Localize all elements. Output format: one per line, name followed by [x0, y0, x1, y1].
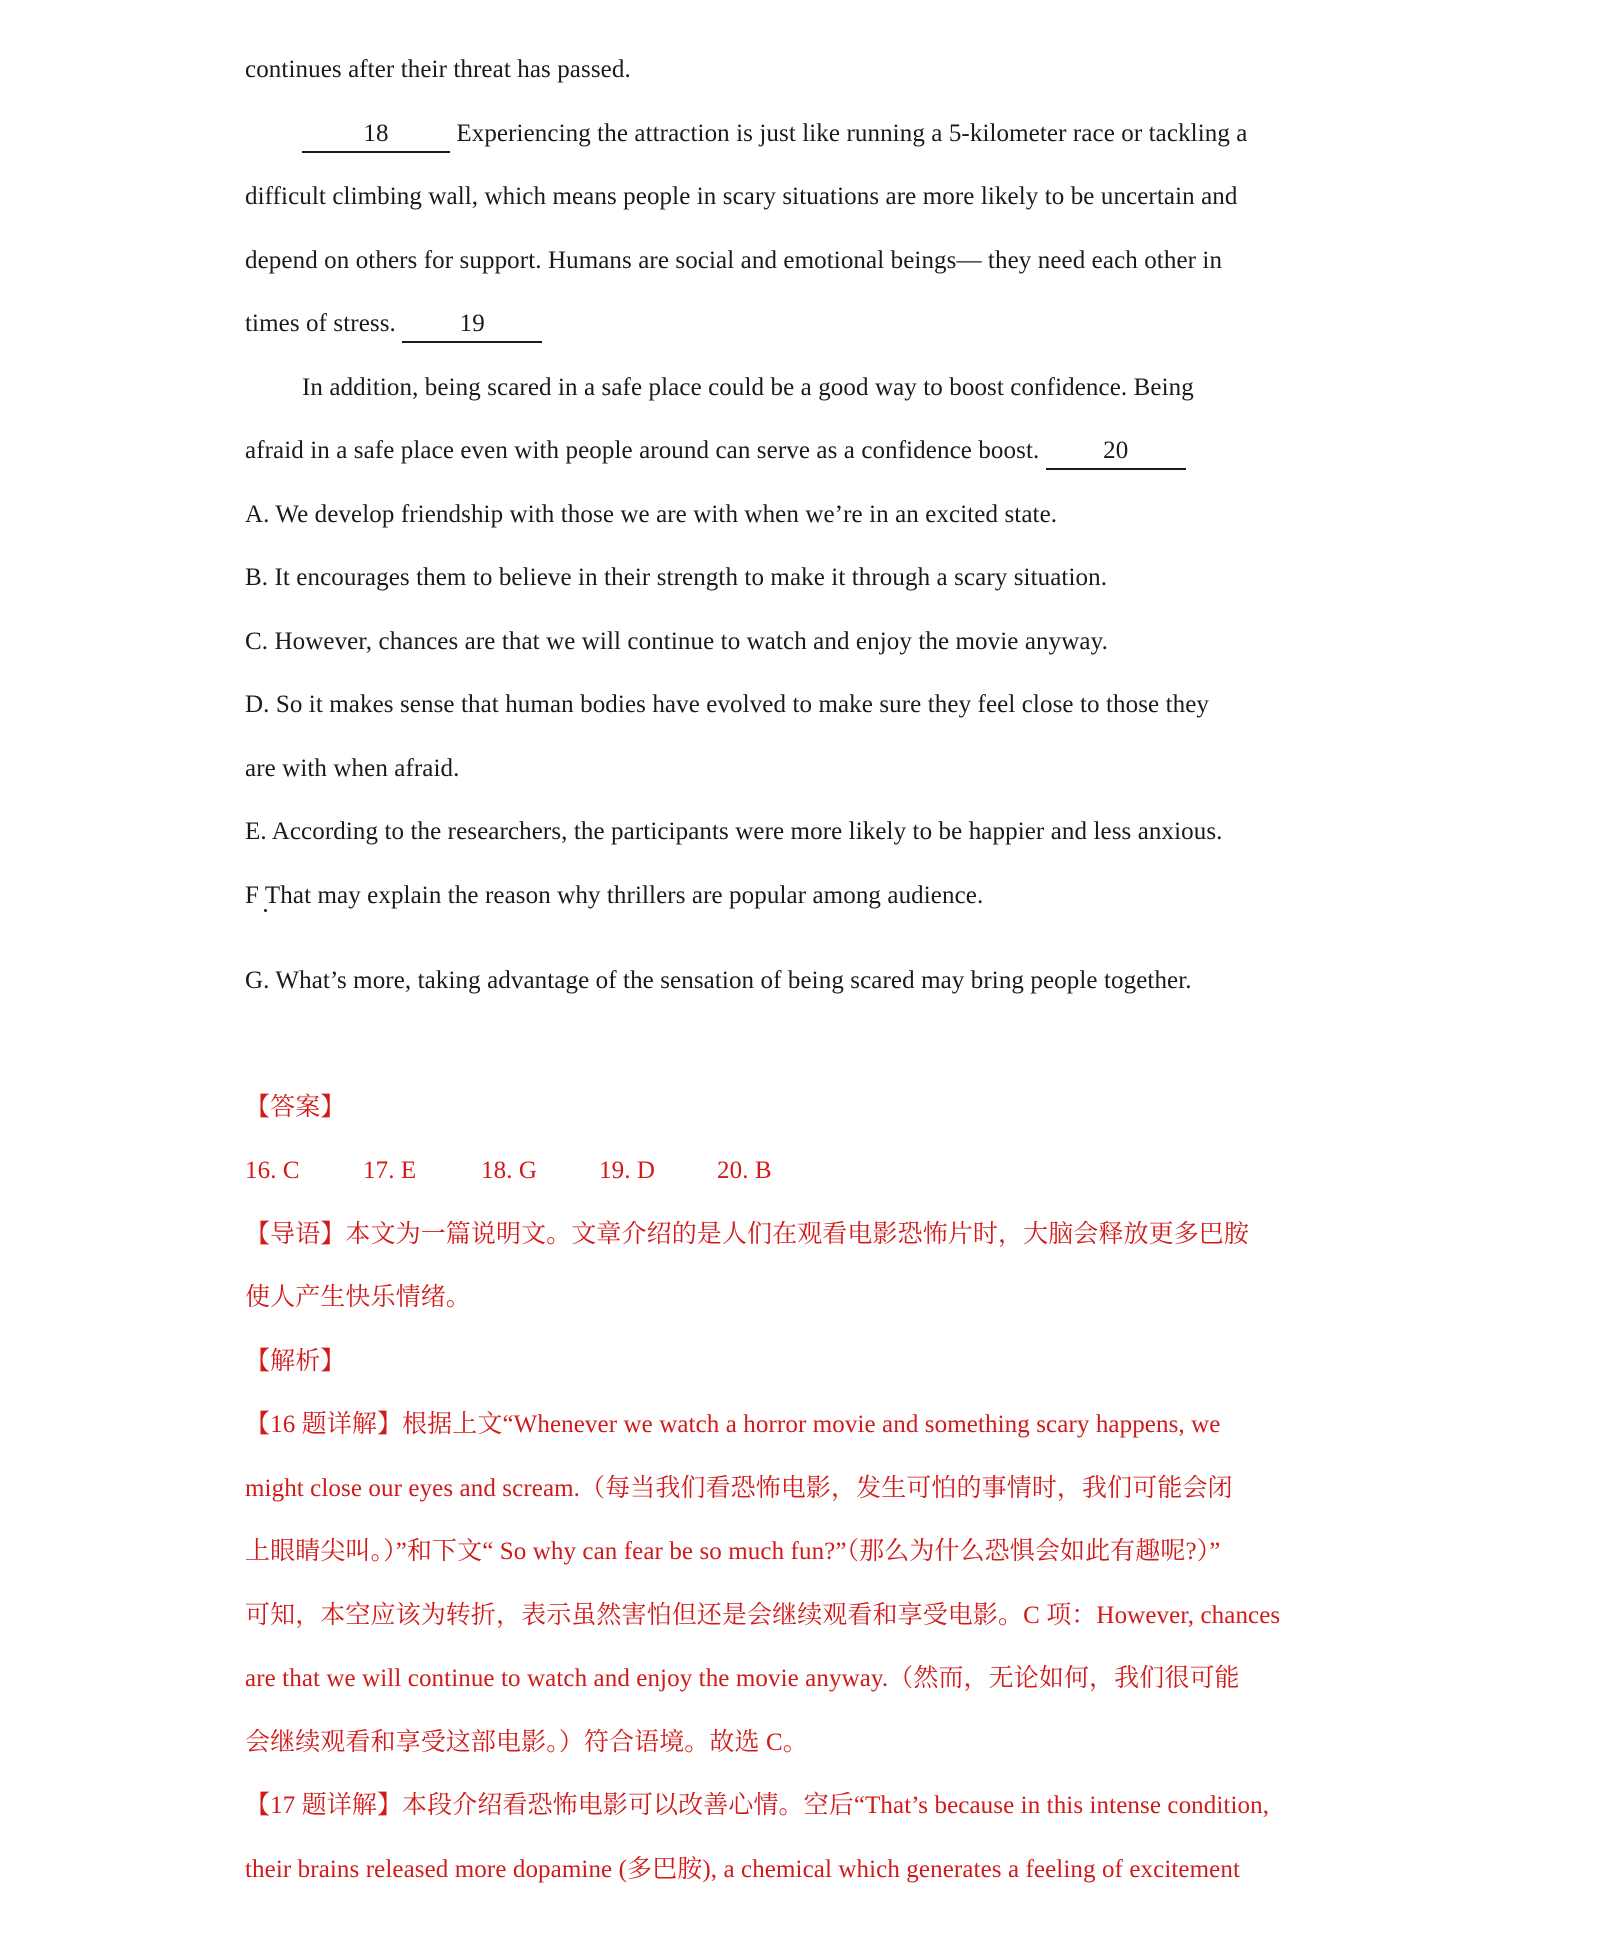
analysis-tag: 【解析】 [245, 1347, 346, 1375]
option-e: E. According to the researchers, the participants were more likely to be happier and less anxious. [245, 818, 1223, 845]
q16-explanation: might close our eyes and scream.（每当我们看恐怖电影，发生可怕的事情时，我们可能会闭 [245, 1474, 1233, 1502]
passage-line [245, 292, 1385, 356]
blank-20: 20 [1046, 438, 1186, 470]
passage-text: times of stress. [245, 310, 403, 337]
passage-line: In addition, being scared in a safe place could be a good way to boost confidence. Being [302, 373, 1194, 401]
option-c: C. However, chances are that we will continue to watch and enjoy the movie anyway. [245, 627, 1108, 655]
stray-dot [245, 927, 1385, 949]
q17-explanation: their brains released more dopamine (多巴胺), a chemical which generates a feeling of excitement [245, 1855, 1240, 1883]
q16-explanation: 可知，本空应该为转折，表示虽然害怕但还是会继续观看和享受电影。C 项：However, chances [245, 1601, 1281, 1629]
answer-17: 17. E [363, 1157, 417, 1184]
passage-line: continues after their threat has passed. [245, 56, 631, 83]
option-a: A. We develop friendship with those we are with when we’re in an excited state. [245, 500, 1058, 528]
intro-line: 【导语】本文为一篇说明文。文章介绍的是人们在观看电影恐怖片时，大脑会释放更多巴胺 [245, 1220, 1250, 1248]
passage-line [245, 102, 1385, 166]
answer-19: 19. D [599, 1157, 656, 1184]
q16-explanation: 会继续观看和享受这部电影。）符合语境。故选 C。 [245, 1728, 808, 1756]
document-page [245, 38, 1385, 1901]
blank-19: 19 [402, 311, 542, 343]
q16-explanation: 【16 题详解】根据上文“Whenever we watch a horror movie and something scary happens, we [245, 1411, 1221, 1438]
dot-mark [264, 909, 267, 912]
option-g: G. What’s more, taking advantage of the sensation of being scared may bring people together. [245, 967, 1192, 994]
q16-explanation: are that we will continue to watch and enjoy the movie anyway.（然而，无论如何，我们很可能 [245, 1665, 1240, 1692]
option-d: D. So it makes sense that human bodies have evolved to make sure they feel close to those they [245, 691, 1210, 718]
section-gap [245, 1013, 1385, 1076]
passage-text: Experiencing the attraction is just like running a 5-kilometer race or tackling a [450, 119, 1248, 147]
option-b: B. It encourages them to believe in their strength to make it through a scary situation. [245, 564, 1108, 591]
q16-explanation: 上眼睛尖叫。）”和下文“ So why can fear be so much fun?”（那么为什么恐惧会如此有趣呢?）” [245, 1538, 1221, 1565]
intro-line: 使人产生快乐情绪。 [245, 1284, 471, 1311]
passage-line: depend on others for support. Humans are social and emotional beings— they need each other in [245, 246, 1223, 274]
blank-18: 18 [302, 121, 450, 153]
passage-text: afraid in a safe place even with people around can serve as a confidence boost. [245, 437, 1046, 464]
passage-line [245, 419, 1385, 483]
answer-20: 20. B [717, 1157, 772, 1184]
q17-explanation: 【17 题详解】本段介绍看恐怖电影可以改善心情。空后“That’s because in this intense condition, [245, 1792, 1270, 1819]
answer-16: 16. C [245, 1157, 300, 1184]
answer-tag: 【答案】 [245, 1093, 346, 1121]
answer-18: 18. G [481, 1157, 538, 1184]
option-f: F That may explain the reason why thrillers are popular among audience. [245, 881, 984, 909]
passage-line: difficult climbing wall, which means people in scary situations are more likely to be uncertain and [245, 183, 1238, 210]
option-d-continued: are with when afraid. [245, 754, 460, 782]
answer-list [245, 1139, 1385, 1203]
